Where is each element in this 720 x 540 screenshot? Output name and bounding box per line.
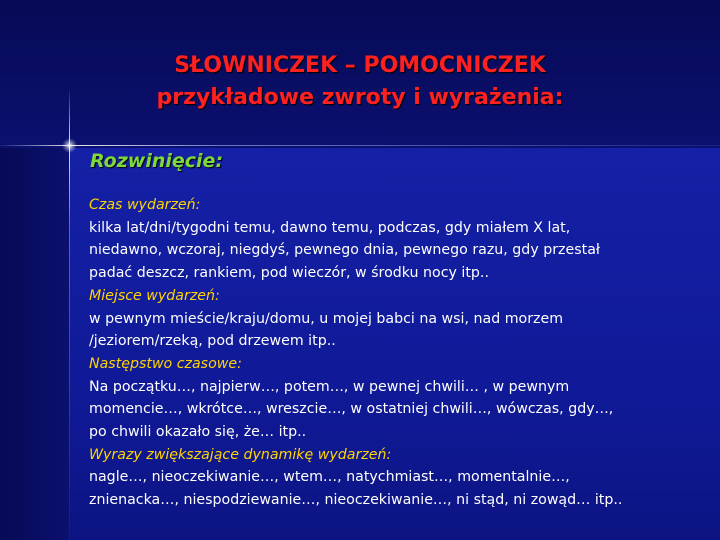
text-line: niedawno, wczoraj, niegdyś, pewnego dnia, pewnego razu, gdy przestał [89, 242, 600, 259]
text-line: w pewnym mieście/kraju/domu, u mojej babci na wsi, nad morzem [89, 310, 564, 327]
left-strip [0, 148, 70, 540]
section-heading: Rozwinięcie: [90, 150, 224, 172]
text-line: Na początku…, najpierw…, potem…, w pewnej chwili… , w pewnym [89, 378, 570, 395]
text-line: padać deszcz, rankiem, pod wieczór, w środku nocy itp.. [89, 265, 489, 282]
slide-title [0, 50, 720, 114]
title-line-2: przykładowe zwroty i wyrażenia: [156, 85, 564, 110]
text-line: znienacka…, niespodziewanie…, nieoczekiwanie…, ni stąd, ni zowąd… itp.. [89, 492, 623, 509]
horizontal-divider-line [0, 145, 720, 146]
phrase-list [89, 194, 709, 512]
vertical-divider-line [69, 90, 70, 540]
sparkle-icon [62, 138, 77, 153]
text-line: kilka lat/dni/tygodni temu, dawno temu, podczas, gdy miałem X lat, [89, 219, 571, 236]
text-line: po chwili okazało się, że… itp.. [89, 424, 307, 441]
text-line: nagle…, nieoczekiwanie…, wtem…, natychmiast…, momentalnie…, [89, 469, 570, 486]
title-line-1: SŁOWNICZEK – POMOCNICZEK [174, 53, 546, 78]
subheading-sequence: Następstwo czasowe: [89, 355, 242, 372]
text-line: /jeziorem/rzeką, pod drzewem itp.. [89, 333, 336, 350]
subheading-dynamics: Wyrazy zwiększające dynamikę wydarzeń: [89, 446, 392, 463]
subheading-time: Czas wydarzeń: [89, 197, 201, 213]
text-line: momencie…, wkrótce…, wreszcie…, w ostatniej chwili…, wówczas, gdy…, [89, 401, 614, 418]
subheading-place: Miejsce wydarzeń: [89, 287, 220, 304]
